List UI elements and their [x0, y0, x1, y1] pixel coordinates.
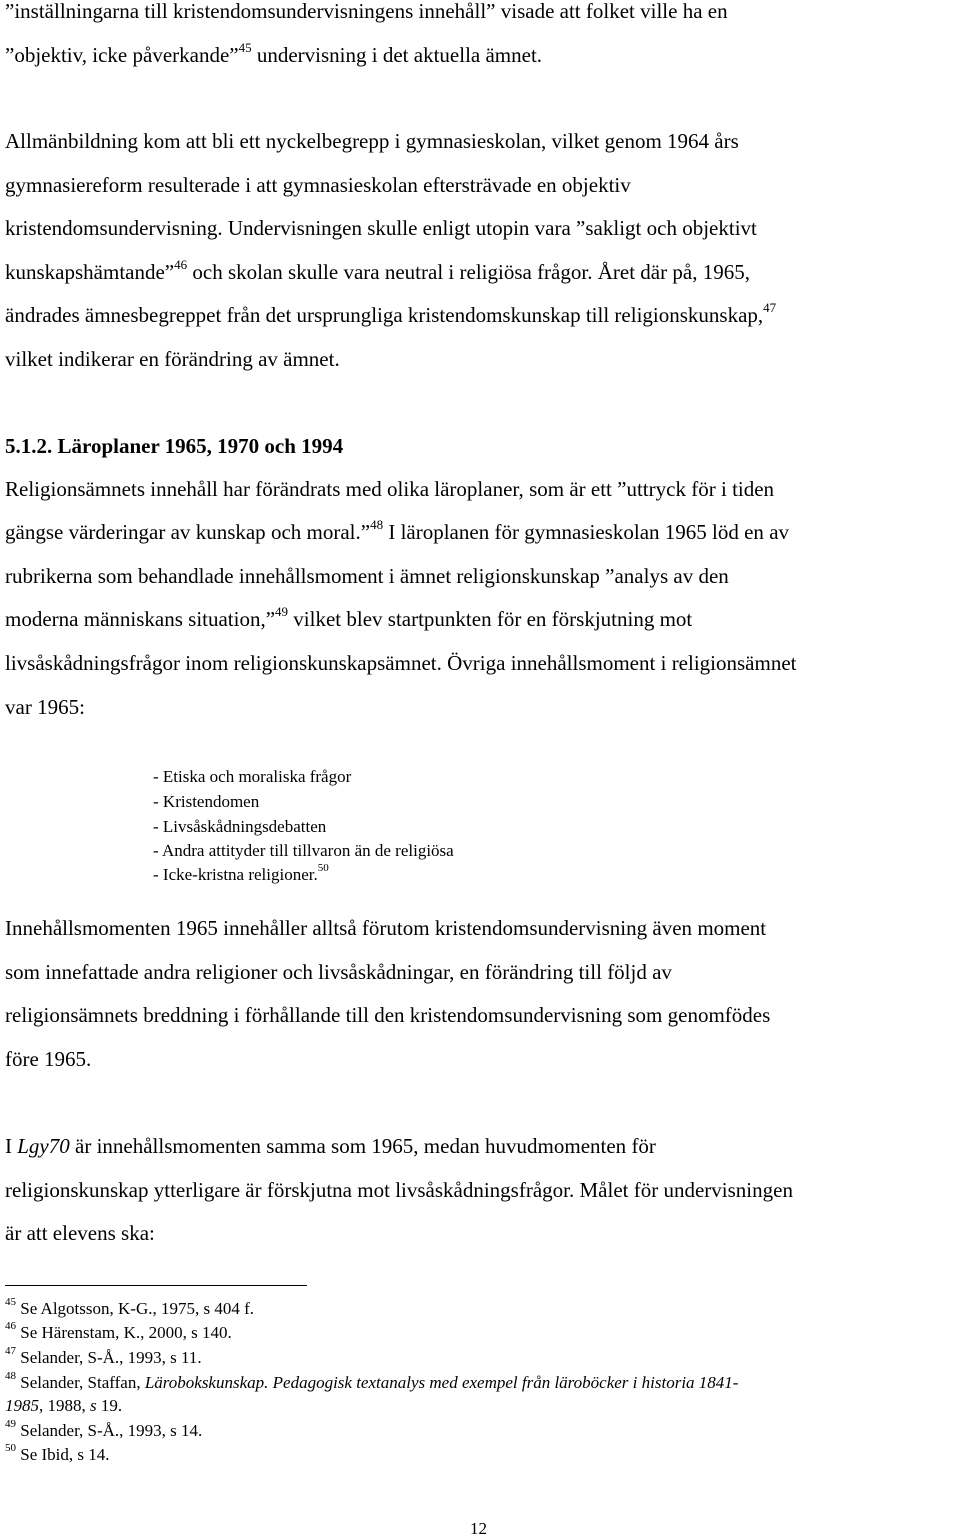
footnote-text: , 1988, — [39, 1396, 90, 1415]
paragraph-4-line-1 — [5, 918, 955, 939]
text-line: ”inställningarna till kristendomsundervisningens innehåll” visade att folket ville ha en — [5, 0, 728, 23]
list-item — [153, 862, 329, 884]
paragraph-3-line-3 — [5, 566, 955, 587]
paragraph-2-line-6 — [5, 349, 340, 370]
footnote-text: Selander, Staffan, — [16, 1373, 145, 1392]
footnote-50 — [5, 1442, 110, 1464]
footnote-text: Se Algotsson, K-G., 1975, s 404 f. — [16, 1299, 255, 1318]
paragraph-2-line-2 — [5, 175, 955, 196]
footnote-number: 49 — [5, 1418, 16, 1431]
text-line: före 1965. — [5, 1047, 92, 1071]
list-item: - Kristendomen — [153, 792, 260, 811]
text-line: kristendomsundervisning. Undervisningen skulle enligt utopin vara ”sakligt och objektivt — [5, 216, 757, 240]
text-span: kunskapshämtande” — [5, 260, 175, 284]
paragraph-1-line-1 — [5, 1, 955, 22]
text-line: livsåskådningsfrågor inom religionskunskapsämnet. Övriga innehållsmoment i religionsämnet — [5, 651, 797, 675]
footnote-text: Selander, S-Å., 1993, s 11. — [16, 1348, 202, 1367]
paragraph-5-line-3 — [5, 1223, 155, 1244]
footnote-ref-49: 49 — [275, 604, 289, 619]
text-line: Allmänbildning kom att bli ett nyckelbegrepp i gymnasieskolan, vilket genom 1964 års — [5, 129, 739, 153]
text-line: rubrikerna som behandlade innehållsmoment i ämnet religionskunskap ”analys av den — [5, 564, 729, 588]
footnote-48 — [5, 1370, 739, 1392]
text-span: och skolan skulle vara neutral i religiösa frågor. Året där på, 1965, — [192, 260, 750, 284]
text-span: I — [5, 1134, 12, 1158]
footnote-46 — [5, 1320, 232, 1342]
footnote-number: 46 — [5, 1320, 16, 1333]
text-span: undervisning i det aktuella ämnet. — [251, 43, 543, 67]
paragraph-3-line-1 — [5, 479, 955, 500]
text-line: religionsämnets breddning i förhållande till den kristendomsundervisning som genomfödes — [5, 1003, 771, 1027]
footnote-text: Se Härenstam, K., 2000, s 140. — [16, 1323, 232, 1342]
footnote-text: 19. — [96, 1396, 123, 1415]
text-italic: Lgy70 — [17, 1134, 70, 1158]
footnote-number: 48 — [5, 1370, 16, 1383]
footnote-ref-50: 50 — [317, 862, 329, 875]
footnote-text: Se Ibid, s 14. — [16, 1445, 110, 1464]
paragraph-4-line-4 — [5, 1049, 91, 1070]
text-span: - Icke-kristna religioner. — [153, 865, 318, 884]
list-item: - Etiska och moraliska frågor — [153, 767, 352, 786]
text-span: I läroplanen för gymnasieskolan 1965 löd en av — [388, 520, 790, 544]
paragraph-4-line-3 — [5, 1005, 955, 1026]
paragraph-1-line-2 — [5, 40, 543, 67]
footnote-number: 50 — [5, 1442, 16, 1455]
paragraph-4-line-2 — [5, 962, 955, 983]
paragraph-3-line-6 — [5, 697, 85, 718]
text-line: är att elevens ska: — [5, 1221, 155, 1245]
paragraph-2-line-3 — [5, 218, 955, 239]
text-span: ”objektiv, icke påverkande” — [5, 43, 239, 67]
footnote-text: Selander, S-Å., 1993, s 14. — [16, 1421, 203, 1440]
text-line: var 1965: — [5, 695, 85, 719]
text-span: vilket blev startpunkten för en förskjutning mot — [293, 607, 693, 631]
list-item: - Livsåskådningsdebatten — [153, 817, 327, 836]
paragraph-3-line-2 — [5, 517, 955, 544]
footnote-49 — [5, 1418, 203, 1440]
footnote-number: 47 — [5, 1345, 16, 1358]
paragraph-5-line-2 — [5, 1180, 955, 1201]
text-span: gängse värderingar av kunskap och moral.” — [5, 520, 371, 544]
text-line: vilket indikerar en förändring av ämnet. — [5, 347, 340, 371]
paragraph-2-line-4 — [5, 257, 955, 284]
footnote-ref-46: 46 — [174, 257, 188, 272]
footnote-ref-47: 47 — [763, 300, 777, 315]
page-number: 12 — [470, 1519, 487, 1538]
section-heading: 5.1.2. Läroplaner 1965, 1970 och 1994 — [5, 434, 344, 458]
text-line: Innehållsmomenten 1965 innehåller alltså förutom kristendomsundervisning även moment — [5, 916, 767, 940]
paragraph-2-line-1 — [5, 131, 955, 152]
footnote-ref-48: 48 — [370, 517, 384, 532]
paragraph-2-line-5 — [5, 300, 777, 327]
paragraph-3-line-4 — [5, 604, 955, 631]
footnote-48-cont — [5, 1397, 122, 1414]
text-line: Religionsämnets innehåll har förändrats med olika läroplaner, som är ett ”uttryck för i tiden — [5, 477, 775, 501]
text-line: som innefattade andra religioner och livsåskådningar, en förändring till följd av — [5, 960, 672, 984]
footnote-divider — [5, 1285, 307, 1286]
paragraph-5-line-1 — [5, 1136, 955, 1157]
paragraph-3-line-5 — [5, 653, 955, 674]
text-span: är innehållsmomenten samma som 1965, medan huvudmomenten för — [75, 1134, 656, 1158]
footnote-45 — [5, 1296, 255, 1318]
footnote-italic: s — [90, 1396, 97, 1415]
footnote-ref-45: 45 — [238, 40, 252, 55]
footnote-47 — [5, 1345, 202, 1367]
footnote-italic: Lärobokskunskap. Pedagogisk textanalys med exempel från läroböcker i historia 1841- — [144, 1373, 739, 1392]
text-span: moderna människans situation,” — [5, 607, 276, 631]
text-line: religionskunskap ytterligare är förskjutna mot livsåskådningsfrågor. Målet för undervisningen — [5, 1178, 793, 1202]
footnote-number: 45 — [5, 1296, 16, 1309]
list-item: - Andra attityder till tillvaron än de religiösa — [153, 841, 454, 860]
footnote-italic: 1985 — [5, 1396, 39, 1415]
text-span: ändrades ämnesbegreppet från det ursprungliga kristendomskunskap till religionskunskap, — [5, 303, 764, 327]
text-line: gymnasiereform resulterade i att gymnasieskolan eftersträvade en objektiv — [5, 173, 631, 197]
